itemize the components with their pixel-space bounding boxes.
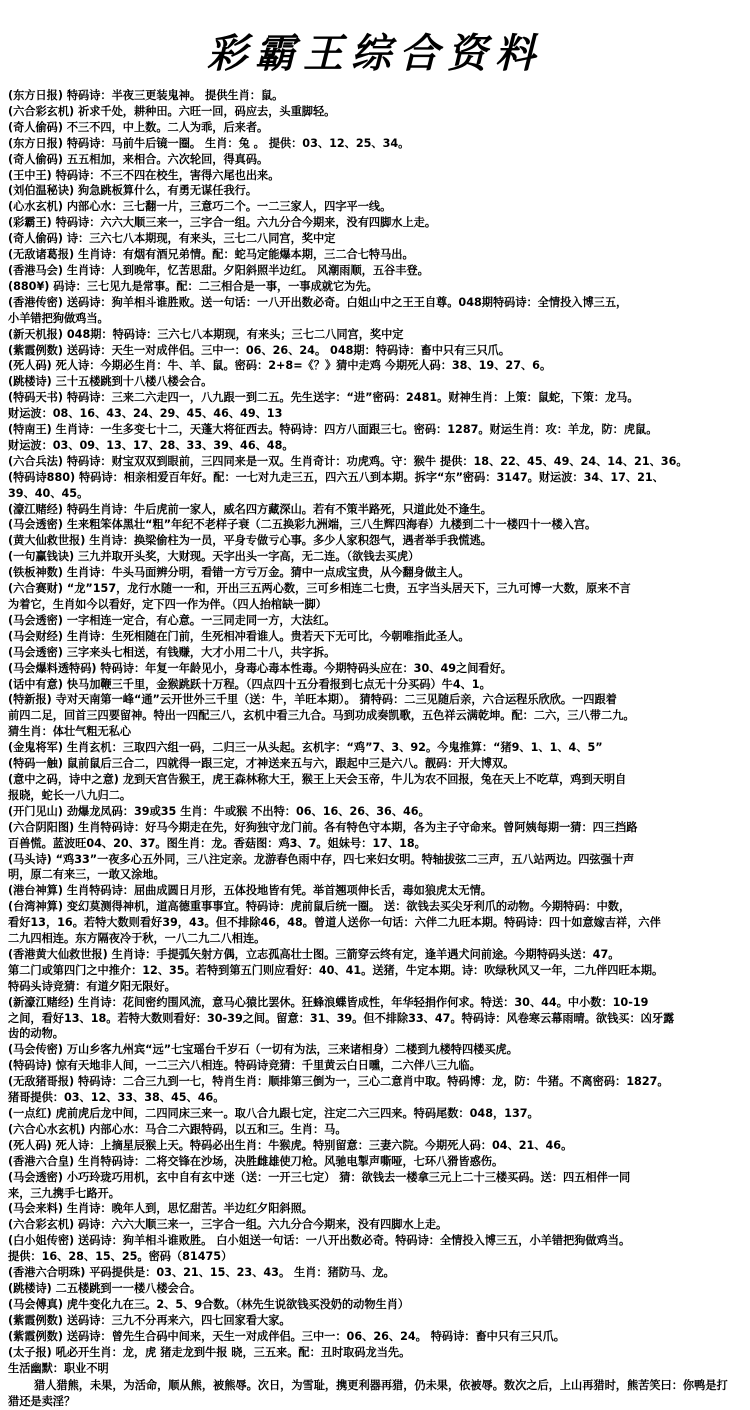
text-line: (王中王) 特码诗：不三不四在校生，害得六尾也出来。 (8, 168, 280, 182)
text-line: 看好13，16。若特大数则看好39，43。但不排除46，48。曾道人送你一句话：六伴二九旺本期。特码诗：四十如意嫁吉祥，六伴 (8, 916, 661, 930)
text-line: (香港六合明珠) 平码提供是：03、21、15、23、43。 生肖：猪防马、龙。 (8, 1266, 395, 1280)
text-line: 生活幽默：职业不明 (8, 1361, 109, 1375)
text-line: (马会透密) 三字来头七相送，有钱赚，大才小用二十八，共字拆。 (8, 645, 336, 659)
text-line: 报晓，蛇长一八九归二。 (8, 788, 132, 802)
text-line: (彩霸王) 特码诗：六六大顺三来一，三字合一组。六九分合今期来，没有四脚水上走。 (8, 216, 437, 230)
text-line: (六合阴阳图) 生肖特码诗：好马今期走在先，好狗独守龙门前。各有特色守本期，各为主子守命来。曾阿姨每期一猜：四三挡路 (8, 820, 638, 834)
text-line: (刘伯温秘诀) 狗急跳板算什么，有勇无谋任我行。 (8, 184, 258, 198)
text-line: (六合心水玄机) 内部心水：马合二六跟特码，以五和三。生肖：马。 (8, 1122, 347, 1136)
text-line: (香港马会) 生肖诗：人到晚年，忆苦思甜。夕阳斜照半边红。 风潮雨顺，五谷丰登。 (8, 263, 429, 277)
text-line: (台湾神算) 变幻莫测得神机，道高德重事事宜。特码诗：虎前鼠后统一圈。 送：欲钱去买尖牙利爪的动物。今期特码：中数， (8, 900, 631, 914)
text-line: 百兽慌。蓝波旺04、20、37。图生肖：龙。香菇图：鸡3、7。姐妹号：17、18。 (8, 836, 426, 850)
text-line: (话中有意) 快马加鞭三千里，金猴跳跃十万程。（四点四十五分看报到七点无十分买码）牛4、1。 (8, 677, 491, 691)
text-line: (一句赢钱诀) 三九并取开头奖，大财现。天字出头一字高，无二连。（欲钱去买虎） (8, 550, 420, 564)
text-line: 前四二足，回首三四要留神。特出一四配三八，玄机中看三九合。马到功成奏凯歌，五色祥云满乾坤。配：二六，三八带二九。 (8, 709, 635, 723)
text-line: (死人码) 死人诗：上摘星辰猴上天。特码必出生肖：牛猴虎。特别留意：三妻六院。今期死人码：04、21、46。 (8, 1138, 573, 1152)
text-line: (六合兵法) 特码诗：财宝双双到眼前，三四同来是一双。生肖奇计：功虎鸡。守：猴牛 提供：18、22、45、49、24、14、21、36。 (8, 454, 688, 468)
text-line: (香港传密) 送码诗：狗羊相斗谁胜败。送一句话：一八开出数必奇。白姐山中之王王自尊。048期特码诗：全情投入博三五， (8, 295, 628, 309)
document-body (8, 88, 746, 1410)
text-line: 小羊错把狗做鸡当。 (8, 311, 109, 325)
text-line: (特南王) 生肖诗：一生多变七十二，天蓬大将征西去。特码诗：四方八面跟三七。密码：1287。财运生肖：攻：羊龙，防：虎鼠。 (8, 423, 658, 437)
text-line: 特码头诗竞猜：有道夕阳无限好。 (8, 979, 176, 993)
text-line: (特码一触) 鼠前鼠后三合二，四就得一跟三定，才神送来五与六，跟起中三是六八。靓码：开大博双。 (8, 757, 515, 771)
text-line: 来，三九携手七路开。 (8, 1186, 120, 1200)
text-line: 二九四相连。东方隔夜冷于秋，一八二九二八相连。 (8, 932, 266, 946)
text-line: (六合赛财) “龙”157，龙行水随一一和，开出三五两心数，三可乡相连二七贵，五字当头居天下，三九可博一大数，原来不言 (8, 582, 631, 596)
text-line: (马会爆料透特码) 特码诗：年复一年龄见小，身毒心毒本性毒。今期特码头应在：30、49之间看好。 (8, 661, 512, 675)
text-line: 猜生肖：体壮气粗无私心 (8, 725, 132, 739)
text-line: (奇人偷码) 五五相加，来相合。六次轮回，得真码。 (8, 152, 269, 166)
text-line: (特码诗880) 特码诗：相亲相爱百年好。配：一七对九走三五，四六五八到本期。拆字“东”密码：3147。财运波：34、17、21、 (8, 470, 664, 484)
text-line: (心水玄机) 内部心水：三七翻一片，三意巧二个。一二三家人，四字平一线。 (8, 200, 392, 214)
text-line: (880¥) 码诗：三七见九是常事。配：二三相合是一事，一事成就它为先。 (8, 279, 378, 293)
text-line: (马会透密) 一字相连一定合，有心意。一三同走同一方，大法红。 (8, 613, 336, 627)
page-title: 彩霸王综合资料 (207, 30, 543, 77)
text-line: (新濠江赌经) 生肖诗：花间密约围风流，意马心猿比罢休。狂蜂浪蝶皆成性，年华轻捐作何求。特送：30、44。中小数：10-19 (8, 995, 649, 1009)
text-line: (香港六合皇) 生肖特码诗：二将交锋在沙场，决胜雌雄使刀枪。风驰电掣声嘶哑，七环八猾皆惑伤。 (8, 1154, 504, 1168)
text-line: 之间，看好13、18。若特大数则看好：30-39之间。留意：31、39。但不排除33、47。特码诗：风卷寒云幕雨晴。欲钱买：凶牙露 (8, 1011, 675, 1025)
text-line: (无敌猪哥报) 特码诗：二合三九到一七，特肖生肖：顺排第三倒为一，三心二意肖中取。特码博：龙，防：牛猪。不离密码：1827。 (8, 1075, 669, 1089)
text-line: (特码诗) 惊有天地非人间，一二三六八相连。特码诗竞猜：千里黄云白日曛，二六伴八三九临。 (8, 1059, 481, 1073)
text-line: (新天机报) 048期：特码诗：三六七八本期现，有来头；三七二八同宫，奖中定 (8, 327, 404, 341)
text-line: (东方日报) 特码诗：半夜三更装鬼神。 提供生肖：鼠。 (8, 89, 284, 102)
text-line: (奇人偷码) 诗：三六七八本期现，有来头，三七二八同宫，奖中定 (8, 232, 336, 246)
text-line: (马头诗) “鸡33”一夜多心五外同，三八注定亲。龙游春色雨中存，四七来妇女明。特轴拔弦二三声，五八站两边。四弦强十声 (8, 852, 635, 866)
text-line: 第二门或第四门之中推介：12、35。若特到第五门则应看好：40、41。送猪，牛定本期。诗：吹绿秋风又一年，二九伴四旺本期。 (8, 963, 664, 977)
text-line: 提供：16、28、15、25。密码（81475） (8, 1250, 233, 1264)
text-line: (六合彩玄机) 祈求千处，耕种田。六旺一回，码应去，头重脚轻。 (8, 104, 336, 118)
text-line: 明，原二有来三，一敢又涂地。 (8, 868, 165, 882)
text-line: (意中之码，诗中之意) 龙到天宫告猴王，虎王森林称大王，猴王上天会玉帝，牛儿为农不回报，兔在天上不吃草，鸡到天明自 (8, 772, 627, 786)
text-line: (一点红) 虎前虎后龙中间，二四同床三来一。取八合九跟七定，注定二六三四来。特码尾数：048，137。 (8, 1107, 539, 1120)
text-line: (马会财经) 生肖诗：生死相随在门前，生死相冲看谁人。贵若天下无可比，今朝唯指此圣人。 (8, 629, 470, 643)
text-line: (奇人偷码) 不三不四，中上数。二人为乖，后来者。 (8, 120, 269, 134)
text-line: (跳楼诗) 三十五楼跳到十八楼八楼会合。 (8, 375, 213, 389)
text-line: (无敌诸葛报) 生肖诗：有烟有酒兄弟情。配：蛇马定能爆本期，三二合七特马出。 (8, 248, 414, 262)
text-line: 财运波：08、16、43、24、29、45、46、49、13 (8, 407, 283, 421)
text-line: (铁板神数) 生肖诗：牛头马面辨分明，看错一方亏万金。猜中一点成宝贵，从今翻身做主人。 (8, 566, 470, 580)
text-line: (马会来料) 生肖诗：晚年人到，思忆甜苦。半边红夕阳斜照。 (8, 1202, 313, 1216)
text-line: 财运波：03、09、13、17、28、33、39、46、48。 (8, 438, 294, 452)
text-line: (开门见山) 劲爆龙凤码：39或35 生肖：牛或猴 不出特：06、16、26、36、46。 (8, 804, 430, 818)
text-line: (马会传密) 万山乡客九州宾“远”七宝瑶台千岁石（一切有为法，三来诸相身）二楼到九楼特四楼买虎。 (8, 1043, 518, 1057)
text-line: (黄大仙救世报) 生肖诗：换梁偷柱为一员，平身专做亏心事。多少人家积怨气，遇者举手我慌逃。 (8, 534, 492, 548)
text-line: (死人码) 死人诗：今期必生肖：牛、羊、鼠。密码：2+8=《？》猜中走鸡 今期死人码：38、19、27、6。 (8, 359, 552, 373)
text-line: (马会透密) 小巧玲珑巧用机，玄中自有玄中迷（送：一开三七定） 猜：欲钱去一楼拿三元上二十三楼买码。送：四五相伴一同 (8, 1170, 631, 1184)
story-paragraph: 猎人猎熊，未果，为活命，顺从熊，被熊辱。次日，为雪耻，携更利器再猎，仍未果，依被辱。数次之后，上山再猎时，熊苦笑曰：你鸭是打猎还是卖淫？ (8, 1379, 728, 1409)
text-line: 为着它，生肖如今以看好，定下四一作为伴。（四人抬棺缺一脚） (8, 598, 327, 611)
text-line: (紫霞例数) 送码诗：天生一对成伴侣。三中一：06、26、24。 048期：特码诗：畜中只有三只爪。 (8, 343, 511, 357)
text-line: (太子报) 吼必开生肖：龙，虎 猪走龙到牛报 晓，三五来。配：丑时取码龙当先。 (8, 1345, 411, 1359)
text-line: (马会透密) 生来粗笨体黑壮“粗”年纪不老样子衰（二五换彩九洲端，三八生辉四海春）九楼到二十一楼四十一楼入宫。 (8, 518, 597, 532)
text-line: (港台神算) 生肖特码诗：屈曲成圆日月形，五体投地皆有凭。举首翘项伸长舌，毒如狼虎太无情。 (8, 884, 492, 898)
text-line: (濠江赌经) 特码生肖诗：牛后虎前一家人，威名四方藏深山。若有不策半路死，只道此处不逢生。 (8, 502, 492, 516)
text-line: (特码天书) 特码诗：三来二六走四一，八九跟一到二五。先生送字：“进”密码：2481。财神生肖：上策：鼠蛇，下策：龙马。 (8, 391, 639, 405)
text-line: (金鬼将军) 生肖玄机：三取四六组一码，二归三一从头起。玄机字：“鸡”7、3、92。今鬼推算：“猪9、1、1、4、5” (8, 741, 603, 755)
text-line: (六合彩玄机) 码诗：六六大顺三来一，三字合一组。六九分合今期来，没有四脚水上走。 (8, 1218, 448, 1232)
text-line: 猪哥提供：03、12、33、38、45、46。 (8, 1091, 225, 1105)
text-line: (香港黄大仙救世报) 生肖诗：手提弧矢射方偶，立志孤高壮士图。三箭穿云终有定，逢羊遇犬问前途。今期特码头送：47。 (8, 947, 620, 961)
text-line: (紫霞例数) 送码诗：曾先生合码中间来，天生一对成伴侣。三中一：06、26、24。 特码诗：畜中只有三只爪。 (8, 1329, 565, 1343)
text-line: 39、40、45。 (8, 486, 89, 500)
text-line: (跳楼诗) 二五楼跳到一一楼八楼会合。 (8, 1281, 202, 1295)
text-line: (白小姐传密) 送码诗：狗羊相斗谁败胜。 白小姐送一句话：一八开出数必奇。特码诗：全情投入博三五，小羊错把狗做鸡当。 (8, 1234, 631, 1248)
text-line: (紫霞例数) 送码诗：三九不分再来六，四七回家看大家。 (8, 1313, 291, 1327)
text-line: (马会傅真) 虎牛变化九在三。2、5、9合数。（林先生说欲钱买没奶的动物生肖） (8, 1297, 410, 1311)
text-line: (特新报) 寺对天南第一峰“通”云开世外三千里（送：牛，羊旺本期）。 猜特码：二三见随后亲，六合运程乐欣欣。一四跟着 (8, 693, 617, 707)
text-line: (东方日报) 特码诗：马前牛后镜一圈。 生肖：兔 。 提供：03、12、25、34。 (8, 136, 410, 150)
text-line: 齿的动物。 (8, 1027, 64, 1041)
